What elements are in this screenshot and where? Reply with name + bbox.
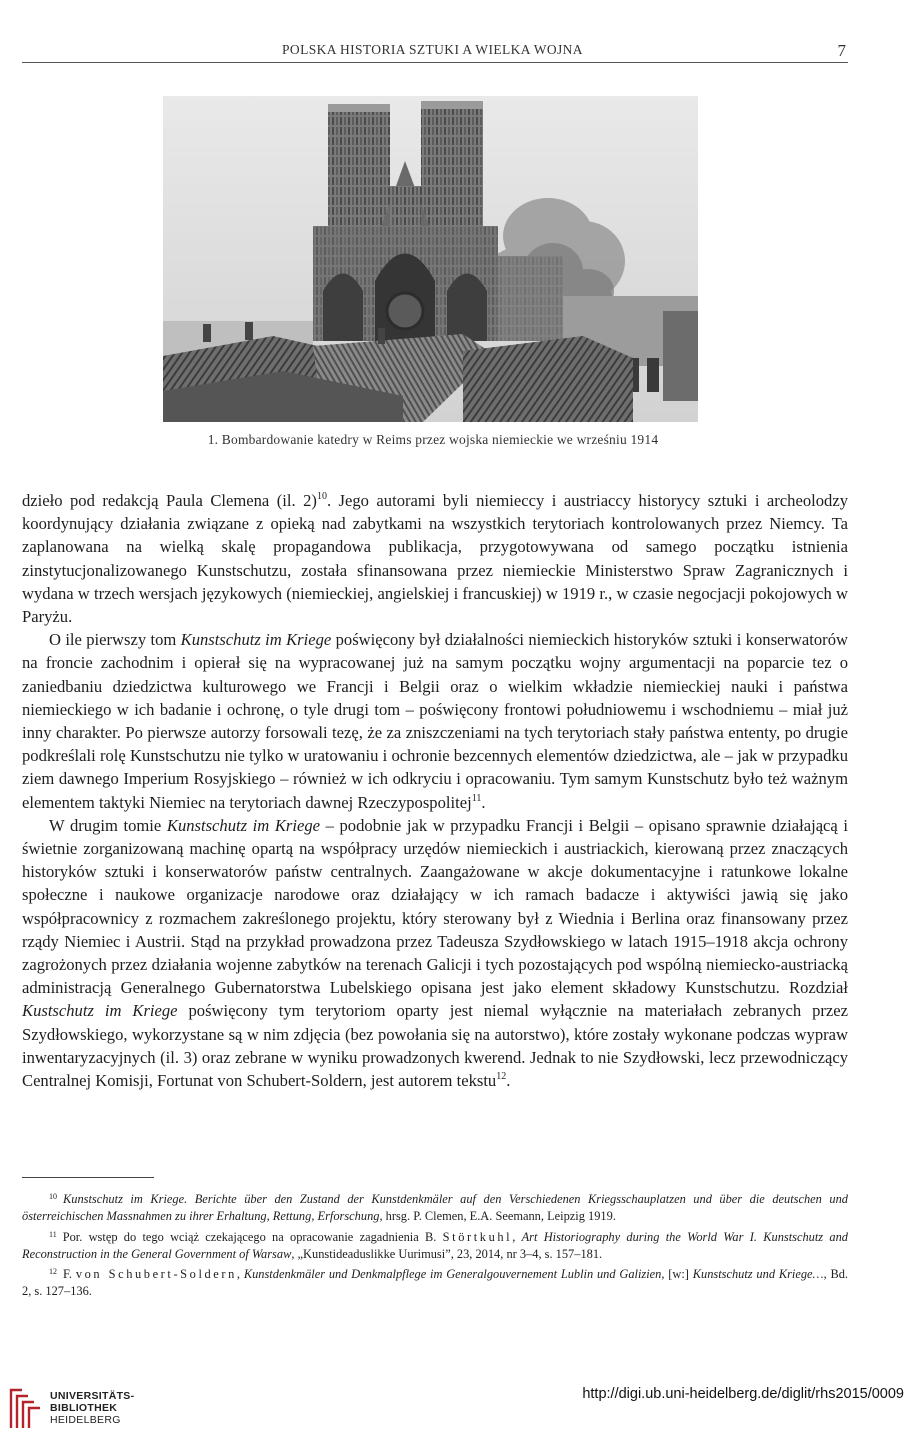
footnote-ref-12[interactable]: 12 [496,1071,507,1083]
footnote-number: 11 [49,1229,57,1239]
paragraph-1 [22,489,848,628]
footnote-text: , „Kunstideaduslikke Uurimusi”, 23, 2014, nr 3–4, s. 157–181. [291,1246,603,1261]
paragraph-2 [22,628,848,814]
paragraph-1-text-b: . Jego autorami byli niemieccy i austriaccy historycy sztuki i archeolodzy koordynujący działania związane z opieką nad zabytkami na wszystkich terytoriach kontrolowanych przez Niemcy. Ta zaplanowana na wielką skalę propagandowa publikacja, przygotowywana od samego początku istnienia zinstytucjonalizowanego Kunstschutzu, została sfinansowana przez niemieckie Ministerstwo Spraw Zagranicznych i wydana w trzech wersjach językowych (niemieckiej, angielskiej i francuskiej) w 1919 r., w czasie negocjacji pokojowych w Paryżu. [22,491,848,627]
library-name-line-1: UNIVERSITÄTS- [50,1390,135,1402]
paragraph-1-text-a: dzieło pod redakcją Paula Clemena (il. 2) [22,491,317,510]
figure-caption: 1. Bombardowanie katedry w Reims przez wojska niemieckie we wrześniu 1914 [207,432,659,447]
footnote-rule [22,1177,154,1178]
paragraph-3-text-c: poświęcony tym terytoriom oparty jest niemal wyłącznie na materiałach zebranych przez Szydłowskiego, wykorzystane są w nim zdjęcia (bez powołania się na autorstwo), które zostały wykonane podczas wypraw inwentaryzacyjnych (il. 3) oraz zebrane w wyniku prowadzonych kwerend. Jednak to nie Szydłowski, lecz przewodniczący Centralnej Komisji, Fortunat von Schubert-Soldern, jest autorem tekstu [22,1001,848,1091]
library-name-line-2: BIBLIOTHEK [50,1402,118,1414]
footnote-11 [22,1226,848,1264]
book-title: Kustschutz im Kriege [22,1001,178,1021]
library-name-line-3: HEIDELBERG [50,1414,121,1426]
paragraph-2-text-b: poświęcony był działalności niemieckich historyków sztuki i konserwatorów na froncie zachodnim i opierał się na wypracowanej już na samym początku wojny argumentacji na poparcie tez o zaniedbaniu dziedzictwa kulturowego we Francji i Belgii oraz o wielkim wkładzie niemieckiej nauki i państwa niemieckiego w ich badanie i ochronę, o tyle drugi tom – poświęcony frontowi południowemu i wschodniemu – miał już inny charakter. Po pierwsze autorzy forsowali tezę, że za zniszczeniami na tych terytoriach stały państwa ententy, po drugie podkreślali rolę Kunstschutzu nie tylko w uratowaniu i ochronie bezcennych elementów dziedzictwa, ale – jak w przypadku ziem dawnego Imperium Rosyjskiego – również w ich odkryciu i opracowaniu. Tym samym Kunstschutz było też ważnym elementem taktyki Niemiec na terytoriach dawnej Rzeczypospolitej [22,630,848,812]
footnotes [22,1188,848,1301]
footnote-text: , [512,1229,522,1244]
header-rule [22,62,848,63]
paragraph-3 [22,814,848,1092]
footnote-number: 12 [49,1267,57,1277]
footnote-title: Kunstdenkmäler und Denkmalpflege im Generalgouvernement Lublin und Galizien [243,1267,662,1282]
footnote-author: Störtkuhl [442,1229,513,1244]
paragraph-3-text-a: W drugim tomie [49,815,167,835]
footnote-ref-11[interactable]: 11 [471,792,482,804]
footnote-text: Por. wstęp do tego wciąż czekającego na opracowanie zagadnienia B. [62,1229,443,1244]
footnote-text: , [236,1267,244,1282]
footnote-title: Art Historiography during the World War I. Kunstschutz and Reconstruction in the General Government of Warsaw [22,1229,848,1261]
footnote-text: , Bd. 2, s. 127–136. [22,1267,849,1299]
footnote-text: , hrsg. P. Clemen, E.A. Seemann, Leipzig 1919. [379,1209,616,1224]
footnote-text: , [w:] [661,1267,693,1282]
article-body [22,489,848,1092]
footnote-author: von Schubert-Soldern [75,1267,237,1282]
running-title: POLSKA HISTORIA SZTUKI A WIELKA WOJNA [282,42,583,57]
page-number: 7 [837,41,846,60]
footnote-number: 10 [49,1192,57,1201]
library-emblem-icon [8,1386,44,1430]
permalink-url[interactable]: http://digi.ub.uni-heidelberg.de/diglit/rhs2015/0009 [582,1386,904,1402]
paragraph-3-text-d: . [506,1071,511,1091]
cathedral-photo [163,96,698,422]
cathedral-photo-drawing [163,96,698,422]
footnote-10 [22,1188,848,1226]
book-title: Kunstschutz im Kriege [166,815,321,835]
footnote-ref-10[interactable]: 10 [316,491,327,502]
paragraph-2-text-a: O ile pierwszy tom [49,630,181,650]
paragraph-2-text-c: . [481,792,486,812]
footnote-text: F. [63,1267,76,1282]
footnote-title: Kunstschutz und Kriege… [692,1267,824,1282]
footnote-title: Kunstschutz im Kriege. Berichte über den Zustand der Kunstdenkmäler auf den Verschiedenen Kriegsschauplatzen und über die deutschen und österreichischen Massnahmen zu ihrer Erhaltung, Rettung, Erforschung [22,1192,848,1224]
paragraph-3-text-b: – podobnie jak w przypadku Francji i Belgii – opisano sprawnie działającą i świetnie zorganizowaną machinę opartą na współpracy urzędów niemieckich i austriackich, kierowaną przez znaczących historyków sztuki i konserwatorów państw centralnych. Zaangażowane w akcje dokumentacyjne i ratunkowe lokalne społeczne i naukowe organizacje narodowe oraz działający w ich ramach badacze i aktywiści jawią się jako współpracownicy z rozmachem zakreślonego projektu, który sterowany był z Wiednia i Berlina oraz finansowany przez rządy Niemiec i Austrii. Stąd na przykład prowadzona przez Tadeusza Szydłowskiego w latach 1915–1918 akcja ochrony zagrożonych przez działania wojenne zabytków na terenach Galicji i tych pozostających pod wspólną niemiecko-austriacką administracją Generalnego Gubernatorstwa Lubelskiego opisana jest jako element składowy Kunstschutzu. Rozdział [22,815,848,998]
book-title: Kunstschutz im Kriege [180,630,332,650]
footnote-12 [22,1263,848,1301]
running-head [0,42,910,62]
library-logo[interactable] [8,1386,168,1432]
